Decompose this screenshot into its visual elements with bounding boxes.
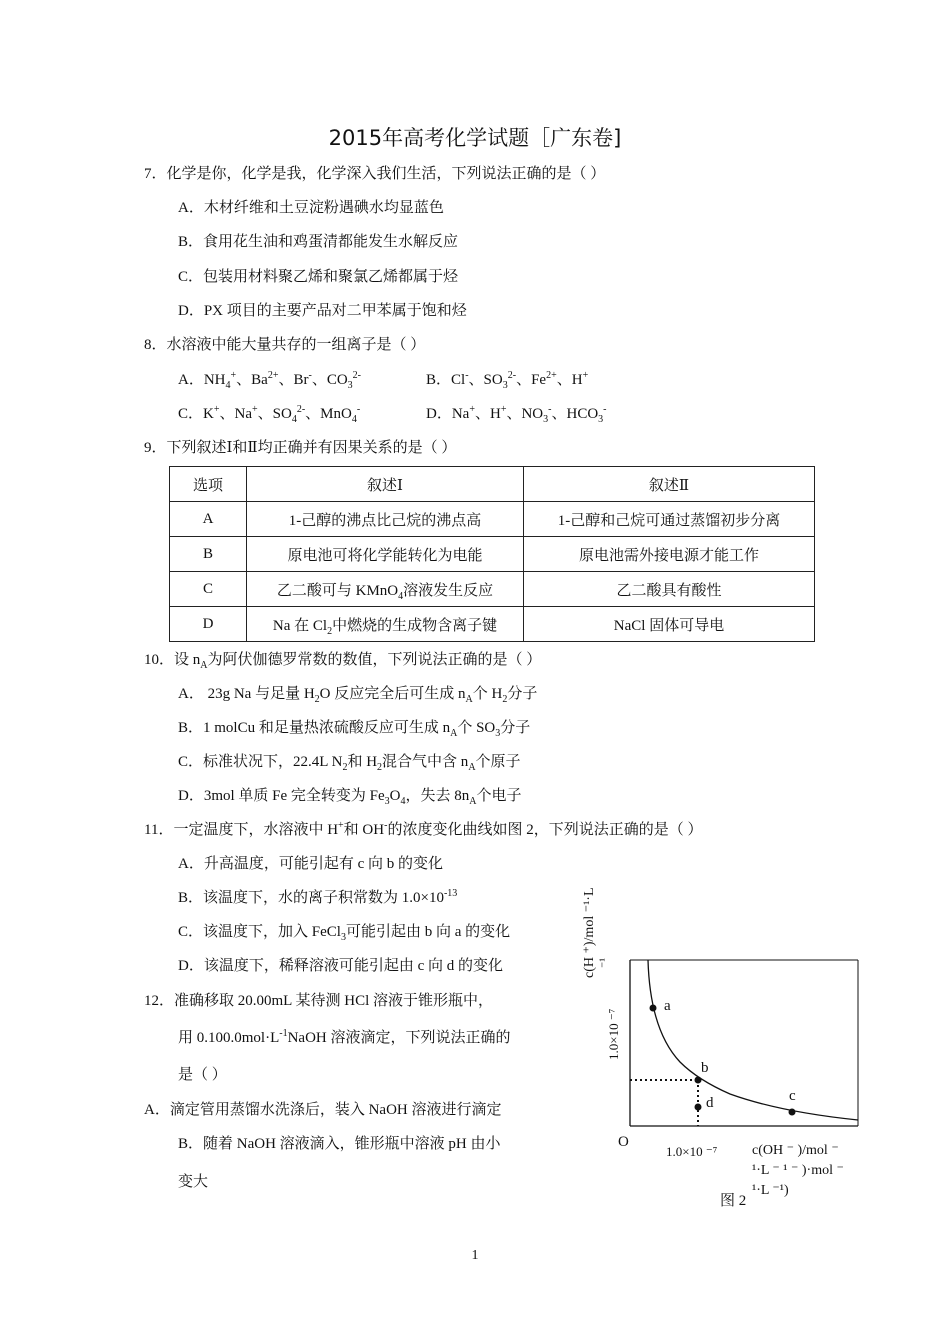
table-cell: 乙二酸可与 KMnO$_4$溶液发生反应 <box>247 572 524 607</box>
point-a <box>650 1005 657 1012</box>
q10-option-b: B．1 molCu 和足量热浓硫酸反应可生成 $n_A$个 $SO_3$分子 <box>178 720 531 739</box>
q7-option-d: D．PX 项目的主要产品对二甲苯属于饱和烃 <box>178 303 467 319</box>
label-d: d <box>706 1095 714 1111</box>
q12-option-b-line1: B．随着 NaOH 溶液滴入，锥形瓶中溶液 pH 由小 <box>178 1136 501 1152</box>
q10-option-d: D．3mol 单质 Fe 完全转变为 $Fe_3O_4$，失去 $8n_A$个电子 <box>178 788 522 807</box>
q12-stem-line1: 12．准确移取 20.00mL 某待测 HCl 溶液于锥形瓶中， <box>144 993 494 1009</box>
point-b <box>695 1077 702 1084</box>
table-cell: 1-己醇的沸点比己烷的沸点高 <box>247 502 524 537</box>
label-a: a <box>664 998 671 1014</box>
q10-option-c: C．标准状况下，22.4L $N_2$和 $H_2$混合气中含 $n_A$个原子 <box>178 754 521 773</box>
table-header-cell: 叙述Ⅱ <box>524 467 815 502</box>
q11-option-c: C．该温度下，加入 FeCl$_3$可能引起由 b 向 a 的变化 <box>178 924 511 943</box>
q9-stem: 9．下列叙述Ⅰ和Ⅱ均正确并有因果关系的是（ ） <box>144 440 457 456</box>
origin-label: O <box>618 1134 629 1150</box>
table-cell: 1-己醇和己烷可通过蒸馏初步分离 <box>524 502 815 537</box>
q7-stem: 7．化学是你，化学是我，化学深入我们生活，下列说法正确的是（ ） <box>144 166 606 182</box>
table-header-cell: 选项 <box>170 467 247 502</box>
table-header-row <box>170 467 815 502</box>
x-tick-label: 1.0×10 ⁻⁷ <box>666 1144 718 1159</box>
y-axis-label-extra: ⁻¹ <box>597 958 611 968</box>
q8-option-c: C．K+、Na+、$SO_4^{2-}$、MnO$_4$- <box>178 404 361 425</box>
point-c <box>789 1109 796 1116</box>
table-cell: 原电池可将化学能转化为电能 <box>247 537 524 572</box>
q8-option-b: B．Cl-、$SO_3^{2-}$、$Fe^{2+}$、H+ <box>426 370 589 391</box>
q8-option-a: A．$NH_4^+$、$Ba^{2+}$、Br-、$CO_3^{2-}$ <box>178 370 362 391</box>
figure-2-graph <box>570 850 890 1220</box>
q8-stem: 8．水溶液中能大量共存的一组离子是（ ） <box>144 337 426 353</box>
table-cell: 原电池需外接电源才能工作 <box>524 537 815 572</box>
q10-stem: 10．设 $n_A$为阿伏伽德罗常数的数值，下列说法正确的是（ ） <box>144 652 542 671</box>
q11-option-b: B．该温度下，水的离子积常数为 $1.0\times 10^{-13}$ <box>178 888 458 906</box>
table-row <box>170 572 815 607</box>
q11-stem: 11．一定温度下，水溶液中 H+和 OH-的浓度变化曲线如图 2，下列说法正确的是（ ） <box>144 820 703 838</box>
table-cell: Na 在 $Cl_2$中燃烧的生成物含离子键 <box>247 607 524 642</box>
ionic-product-curve <box>648 960 858 1120</box>
table-header-cell: 叙述Ⅰ <box>247 467 524 502</box>
point-d <box>695 1104 702 1111</box>
q9-table <box>169 466 815 642</box>
q10-option-a: A． 23g Na 与足量 $H_2O$ 反应完全后可生成 $n_A$个 $H_2$分子 <box>178 686 538 705</box>
page-number: 1 <box>471 1248 479 1263</box>
table-cell: C <box>170 572 247 607</box>
q11-option-d: D．该温度下，稀释溶液可能引起由 c 向 d 的变化 <box>178 958 503 974</box>
table-row <box>170 502 815 537</box>
table-cell: B <box>170 537 247 572</box>
y-tick-label: 1.0×10 ⁻⁷ <box>606 1008 621 1060</box>
table-row <box>170 537 815 572</box>
x-axis-label-line3: ¹·L ⁻¹) <box>752 1183 789 1198</box>
figure-caption: 图 2 <box>720 1193 747 1209</box>
table-cell: A <box>170 502 247 537</box>
x-axis-label-line1: c(OH ⁻ )/mol ⁻ <box>752 1143 839 1158</box>
page-title: 2015年高考化学试题［广东卷] <box>328 126 622 150</box>
q12-stem-line2: 用 $0.100.0mol\cdot L^{-1}NaOH$ 溶液滴定，下列说法正确的 <box>178 1028 511 1046</box>
x-axis-label-line2: ¹·L ⁻ ¹ ⁻ )·mol ⁻ <box>752 1163 844 1178</box>
y-axis-label: c(H ⁺)/mol ⁻¹·L <box>582 887 597 978</box>
table-cell: D <box>170 607 247 642</box>
label-b: b <box>701 1060 709 1076</box>
label-c: c <box>789 1088 796 1104</box>
q12-option-a: A．滴定管用蒸馏水洗涤后，装入 NaOH 溶液进行滴定 <box>144 1102 502 1118</box>
q7-option-a: A．木材纤维和土豆淀粉遇碘水均显蓝色 <box>178 200 444 216</box>
table-row <box>170 607 815 642</box>
q8-option-d: D．Na+、H+、$NO_3^-$、$HCO_3^-$ <box>426 404 607 425</box>
q11-option-a: A．升高温度，可能引起有 c 向 b 的变化 <box>178 856 443 872</box>
q7-option-b: B．食用花生油和鸡蛋清都能发生水解反应 <box>178 234 459 250</box>
q12-stem-line3: 是（ ） <box>178 1067 227 1083</box>
table-cell: 乙二酸具有酸性 <box>524 572 815 607</box>
q7-option-c: C．包装用材料聚乙烯和聚氯乙烯都属于烃 <box>178 269 459 285</box>
q12-option-b-line2: 变大 <box>178 1174 209 1190</box>
table-cell: NaCl 固体可导电 <box>524 607 815 642</box>
